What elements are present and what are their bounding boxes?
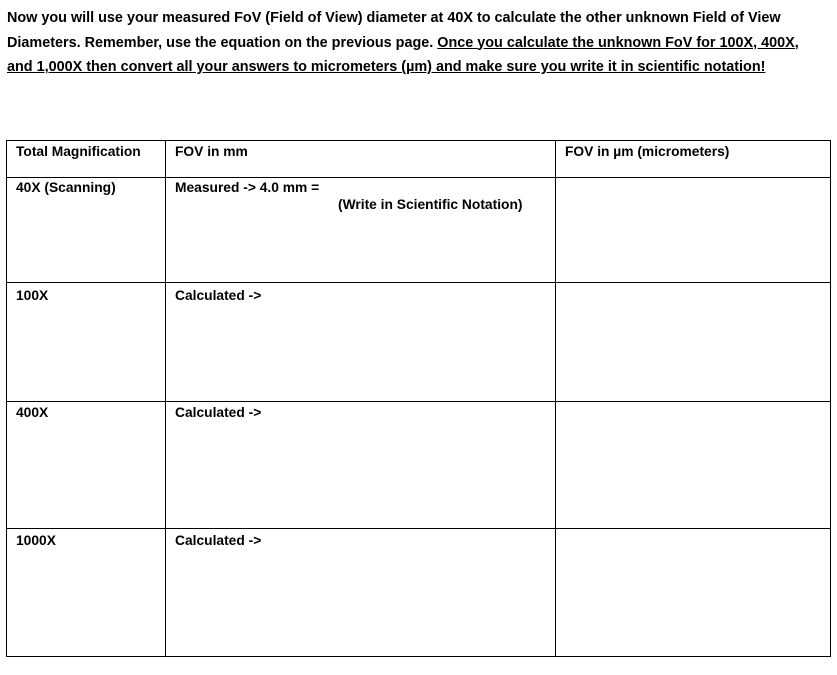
- table-row: [7, 402, 831, 529]
- instructions-text: Now you will use your measured FoV (Field of View) diameter at 40X to calculate the other unknown Field of View Diameters. Remember, use the equation on the previous page.: [7, 10, 781, 51]
- fov-um-cell[interactable]: [556, 178, 831, 283]
- table-row: [7, 283, 831, 402]
- fov-table: [6, 140, 831, 657]
- table-header-row: [7, 141, 831, 178]
- magnification-cell: 100X: [7, 283, 166, 402]
- magnification-cell: 1000X: [7, 529, 166, 657]
- fov-um-cell[interactable]: [556, 283, 831, 402]
- magnification-cell: 40X (Scanning): [7, 178, 166, 283]
- header-total-magnification: Total Magnification: [7, 141, 166, 178]
- magnification-cell: 400X: [7, 402, 166, 529]
- fov-mm-cell[interactable]: [166, 178, 556, 283]
- header-fov-mm: FOV in mm: [166, 141, 556, 178]
- instructions-paragraph: [7, 6, 807, 80]
- header-fov-um: FOV in µm (micrometers): [556, 141, 831, 178]
- fov-um-cell[interactable]: [556, 529, 831, 657]
- table-row: [7, 529, 831, 657]
- instructions-underlined-text: Once you calculate the unknown FoV for 100X, 400X, and 1,000X then convert all your answers to micrometers (µm) and make sure you write it in scientific notation!: [7, 34, 799, 75]
- scientific-notation-note: (Write in Scientific Notation): [338, 197, 523, 212]
- fov-um-cell[interactable]: [556, 402, 831, 529]
- fov-mm-text: Measured -> 4.0 mm =: [175, 180, 320, 195]
- fov-mm-cell[interactable]: Calculated ->: [166, 283, 556, 402]
- fov-mm-cell[interactable]: Calculated ->: [166, 402, 556, 529]
- fov-mm-cell[interactable]: Calculated ->: [166, 529, 556, 657]
- table-row: [7, 178, 831, 283]
